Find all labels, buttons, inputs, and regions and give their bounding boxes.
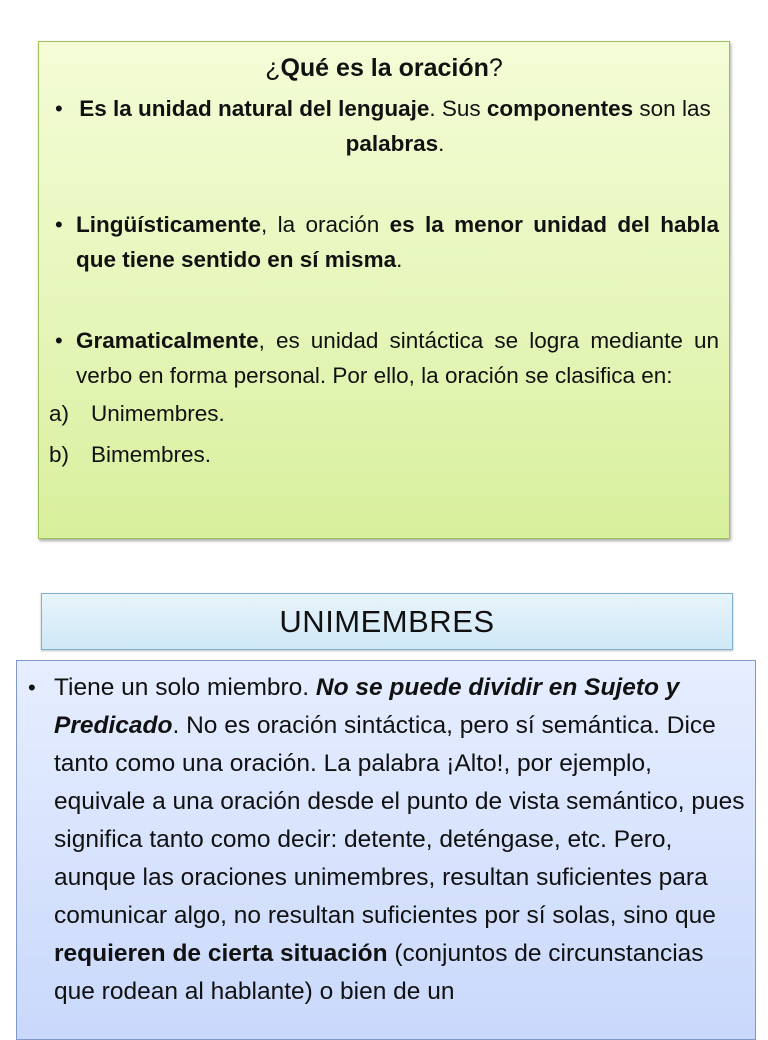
bullet-icon: • xyxy=(28,675,36,700)
unimembres-description: • Tiene un solo miembro. No se puede dividir en Sujeto y Predicado. No es oración sintáctica, pero sí semántica. Dice tanto como una oración. La palabra ¡Alto!, por ejemplo, equivale a una oración desde el punto de vista semántico, pues significa tanto como decir: detente, deténgase, etc. Pero, aunque las oraciones unimembres, resultan suficientes para comunicar algo, no resultan suficientes por sí solas, sino que requieren de cierta situación (conjuntos de circunstancias que rodean al hablante) o bien de un xyxy=(25,669,745,1011)
section-title: UNIMEMBRES xyxy=(279,603,495,639)
definition-box xyxy=(38,41,730,539)
definition-title: ¿Qué es la oración? xyxy=(265,54,503,82)
unimembres-box xyxy=(16,660,756,1040)
bullet-icon: • xyxy=(55,212,63,237)
definition-item-linguistic: • Lingüísticamente, la oración es la menor unidad del habla que tiene sentido en sí misma. xyxy=(49,207,719,277)
definition-item-natural-unit: • Es la unidad natural del lenguaje. Sus componentes son las palabras. xyxy=(49,91,719,161)
definition-item-grammatical: • Gramaticalmente, es unidad sintáctica se logra mediante un verbo en forma personal. Por ello, la oración se clasifica en: xyxy=(49,323,719,393)
unimembres-header xyxy=(41,593,733,650)
bullet-icon: • xyxy=(55,328,63,353)
classification-item-a: a) Unimembres. xyxy=(49,401,225,426)
classification-item-b: b) Bimembres. xyxy=(49,442,212,467)
bullet-icon: • xyxy=(55,96,63,121)
